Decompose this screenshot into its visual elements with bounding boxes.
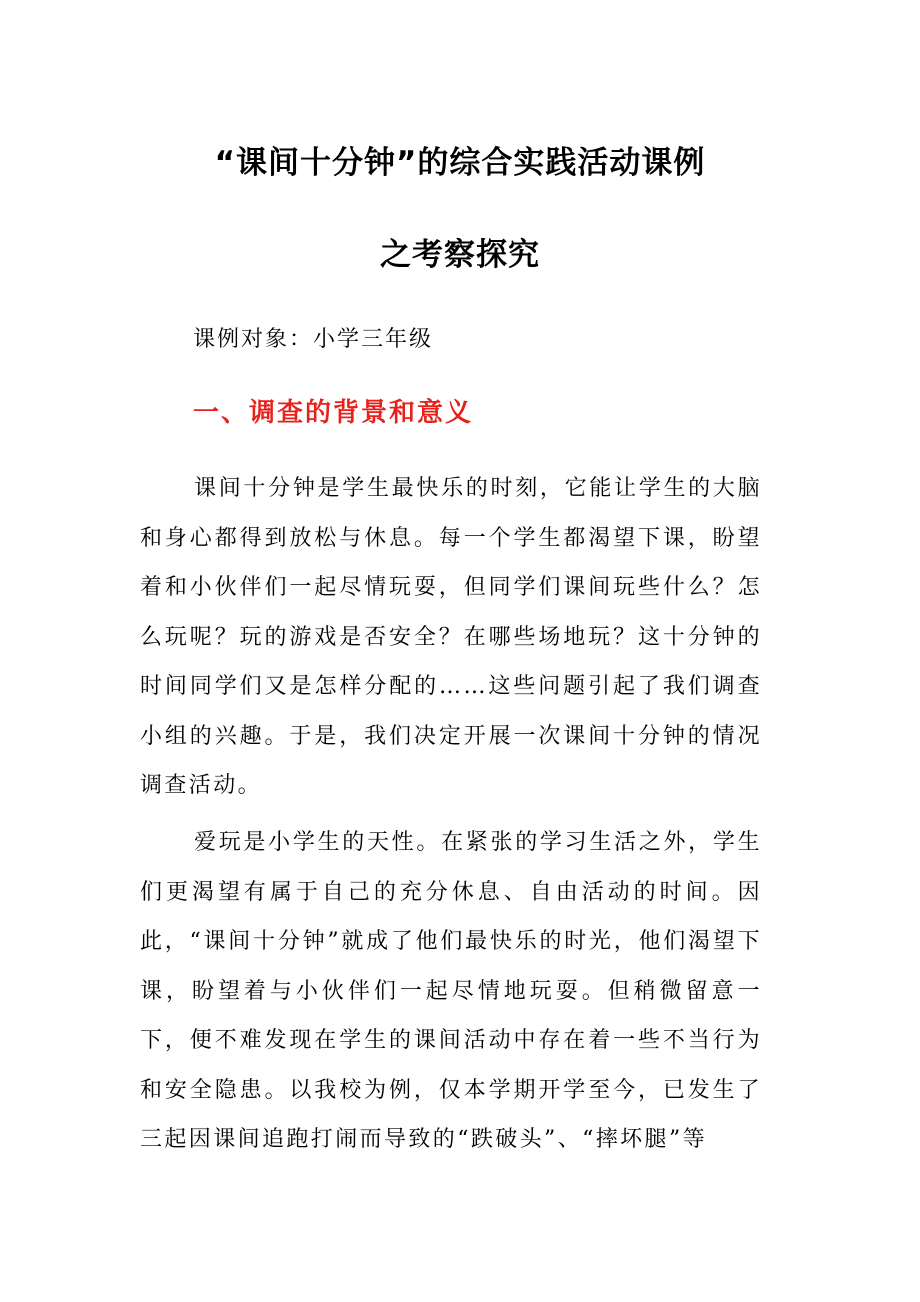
document-title-line-1: “课间十分钟”的综合实践活动课例 bbox=[214, 145, 706, 181]
body-paragraph-1: 课间十分钟是学生最快乐的时刻，它能让学生的大脑和身心都得到放松与休息。每一个学生都渴望下课，盼望着和小伙伴们一起尽情玩耍，但同学们课间玩些什么？怎么玩呢？玩的游戏是否安全？在哪些场地玩？这十分钟的时间同学们又是怎样分配的……这些问题引起了我们调查小组的兴趣。于是，我们决定开展一次课间十分钟的情况调查活动。 bbox=[140, 476, 762, 798]
section-heading: 一、调查的背景和意义 bbox=[193, 398, 474, 428]
course-audience: 课例对象：小学三年级 bbox=[193, 327, 434, 352]
document-title-line-2: 之考察探究 bbox=[380, 237, 540, 273]
body-paragraph-2: 爱玩是小学生的天性。在紧张的学习生活之外，学生们更渴望有属于自己的充分休息、自由活动的时间。因此，“课间十分钟”就成了他们最快乐的时光，他们渴望下课，盼望着与小伙伴们一起尽情地玩耍。但稍微留意一下，便不难发现在学生的课间活动中存在着一些不当行为和安全隐患。以我校为例，仅本学期开学至今，已发生了三起因课间追跑打闹而导致的“跌破头”、“摔坏腿”等 bbox=[140, 830, 762, 1152]
